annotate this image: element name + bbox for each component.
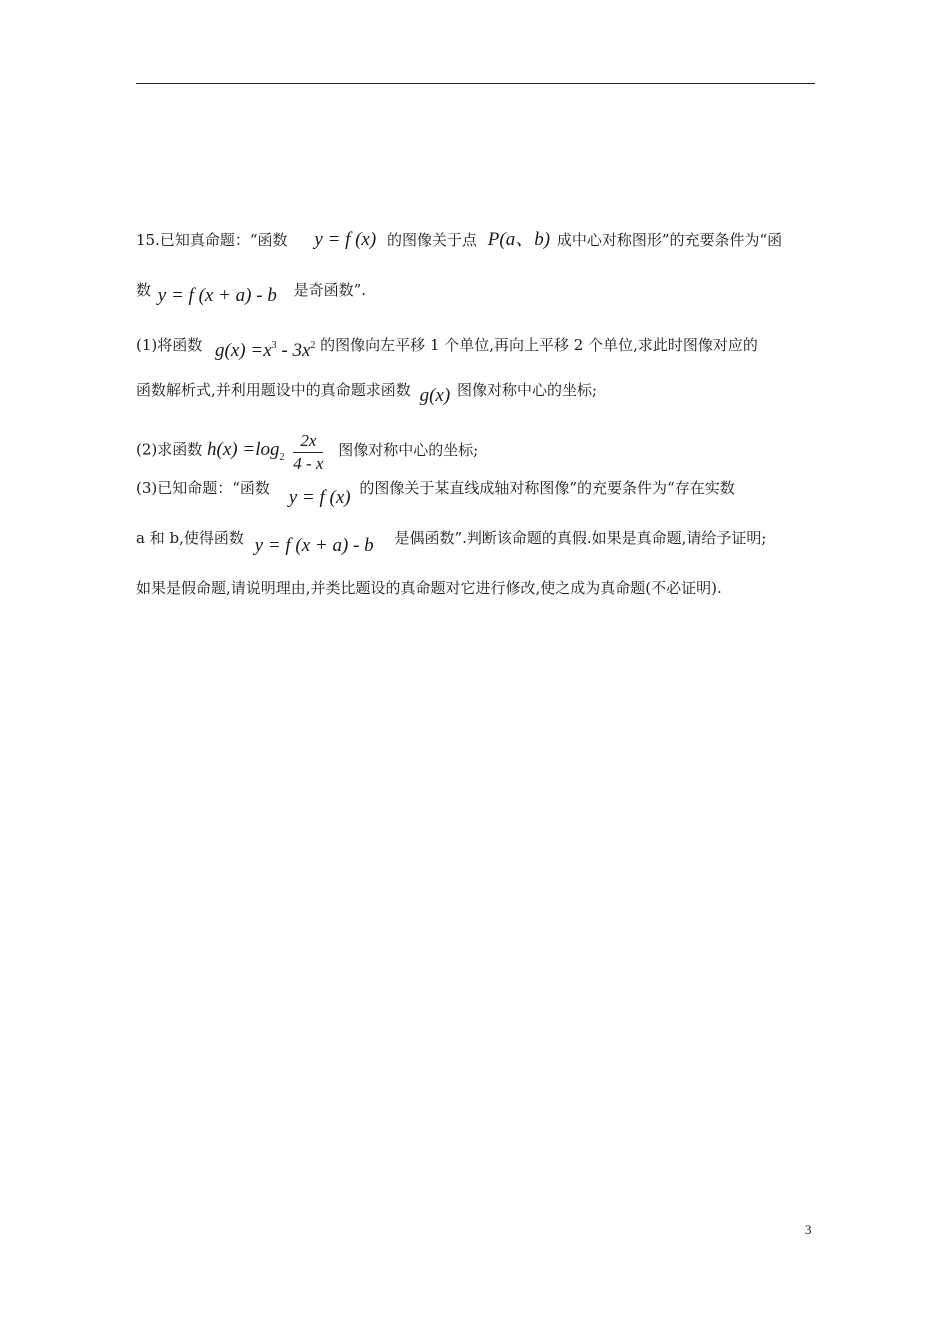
text: 函数解析式,并利用题设中的真命题求函数 — [136, 381, 411, 399]
math-point-p: P(a、b) — [487, 229, 551, 250]
math-g-eq: g(x) =x — [215, 340, 272, 361]
text: 图像对称中心的坐标; — [456, 381, 597, 399]
problem-line-5 — [136, 428, 478, 473]
problem-line-6 — [136, 478, 735, 508]
exponent: 3 — [271, 340, 277, 351]
fraction-numerator: 2x — [293, 430, 323, 453]
log-base: 2 — [279, 451, 285, 463]
math-shifted-function: y = f (x + a) - b — [254, 535, 374, 556]
fraction-denominator: 4 - x — [293, 454, 324, 473]
text: 是偶函数”.判断该命题的真假.如果是真命题,请给予证明; — [394, 529, 767, 547]
header-rule — [136, 83, 815, 84]
text: (2)求函数 — [136, 440, 203, 459]
text: 的图像向左平移 1 个单位,再向上平移 2 个单位,求此时图像对应的 — [320, 336, 758, 354]
math-gx: g(x) — [419, 385, 451, 406]
text: (1)将函数 — [136, 336, 203, 354]
math-fraction — [293, 430, 323, 475]
math-shifted-function: y = f (x + a) - b — [157, 285, 277, 306]
exponent: 2 — [310, 340, 316, 351]
text: 成中心对称图形”的充要条件为“函 — [556, 231, 783, 249]
text: 如果是假命题,请说明理由,并类比题设的真命题对它进行修改,使之成为真命题(不必证明). — [136, 579, 722, 597]
problem-line-4 — [136, 380, 597, 406]
problem-line-2 — [136, 280, 367, 306]
text: 图像对称中心的坐标; — [338, 440, 479, 459]
problem-line-3 — [136, 330, 758, 361]
math-y-eq-fx: y = f (x) — [288, 487, 351, 508]
text: 的图像关于某直线成轴对称图像”的充要条件为“存在实数 — [359, 479, 735, 497]
page-number: 3 — [805, 1222, 812, 1237]
problem-line-1 — [136, 230, 782, 250]
text: 数 — [136, 281, 152, 299]
math-h-eq — [207, 438, 285, 463]
text: 是奇函数”. — [293, 281, 367, 299]
math-log: h(x) =log — [207, 438, 280, 460]
text: a 和 b,使得函数 — [136, 529, 244, 547]
math-y-eq-fx: y = f (x) — [314, 229, 377, 250]
math-term: - 3x — [276, 340, 311, 361]
text: 15.已知真命题：“函数 — [136, 231, 288, 249]
text: 的图像关于点 — [386, 231, 477, 249]
problem-line-7 — [136, 528, 767, 556]
problem-line-8 — [136, 578, 722, 598]
text: (3)已知命题：“函数 — [136, 479, 270, 497]
